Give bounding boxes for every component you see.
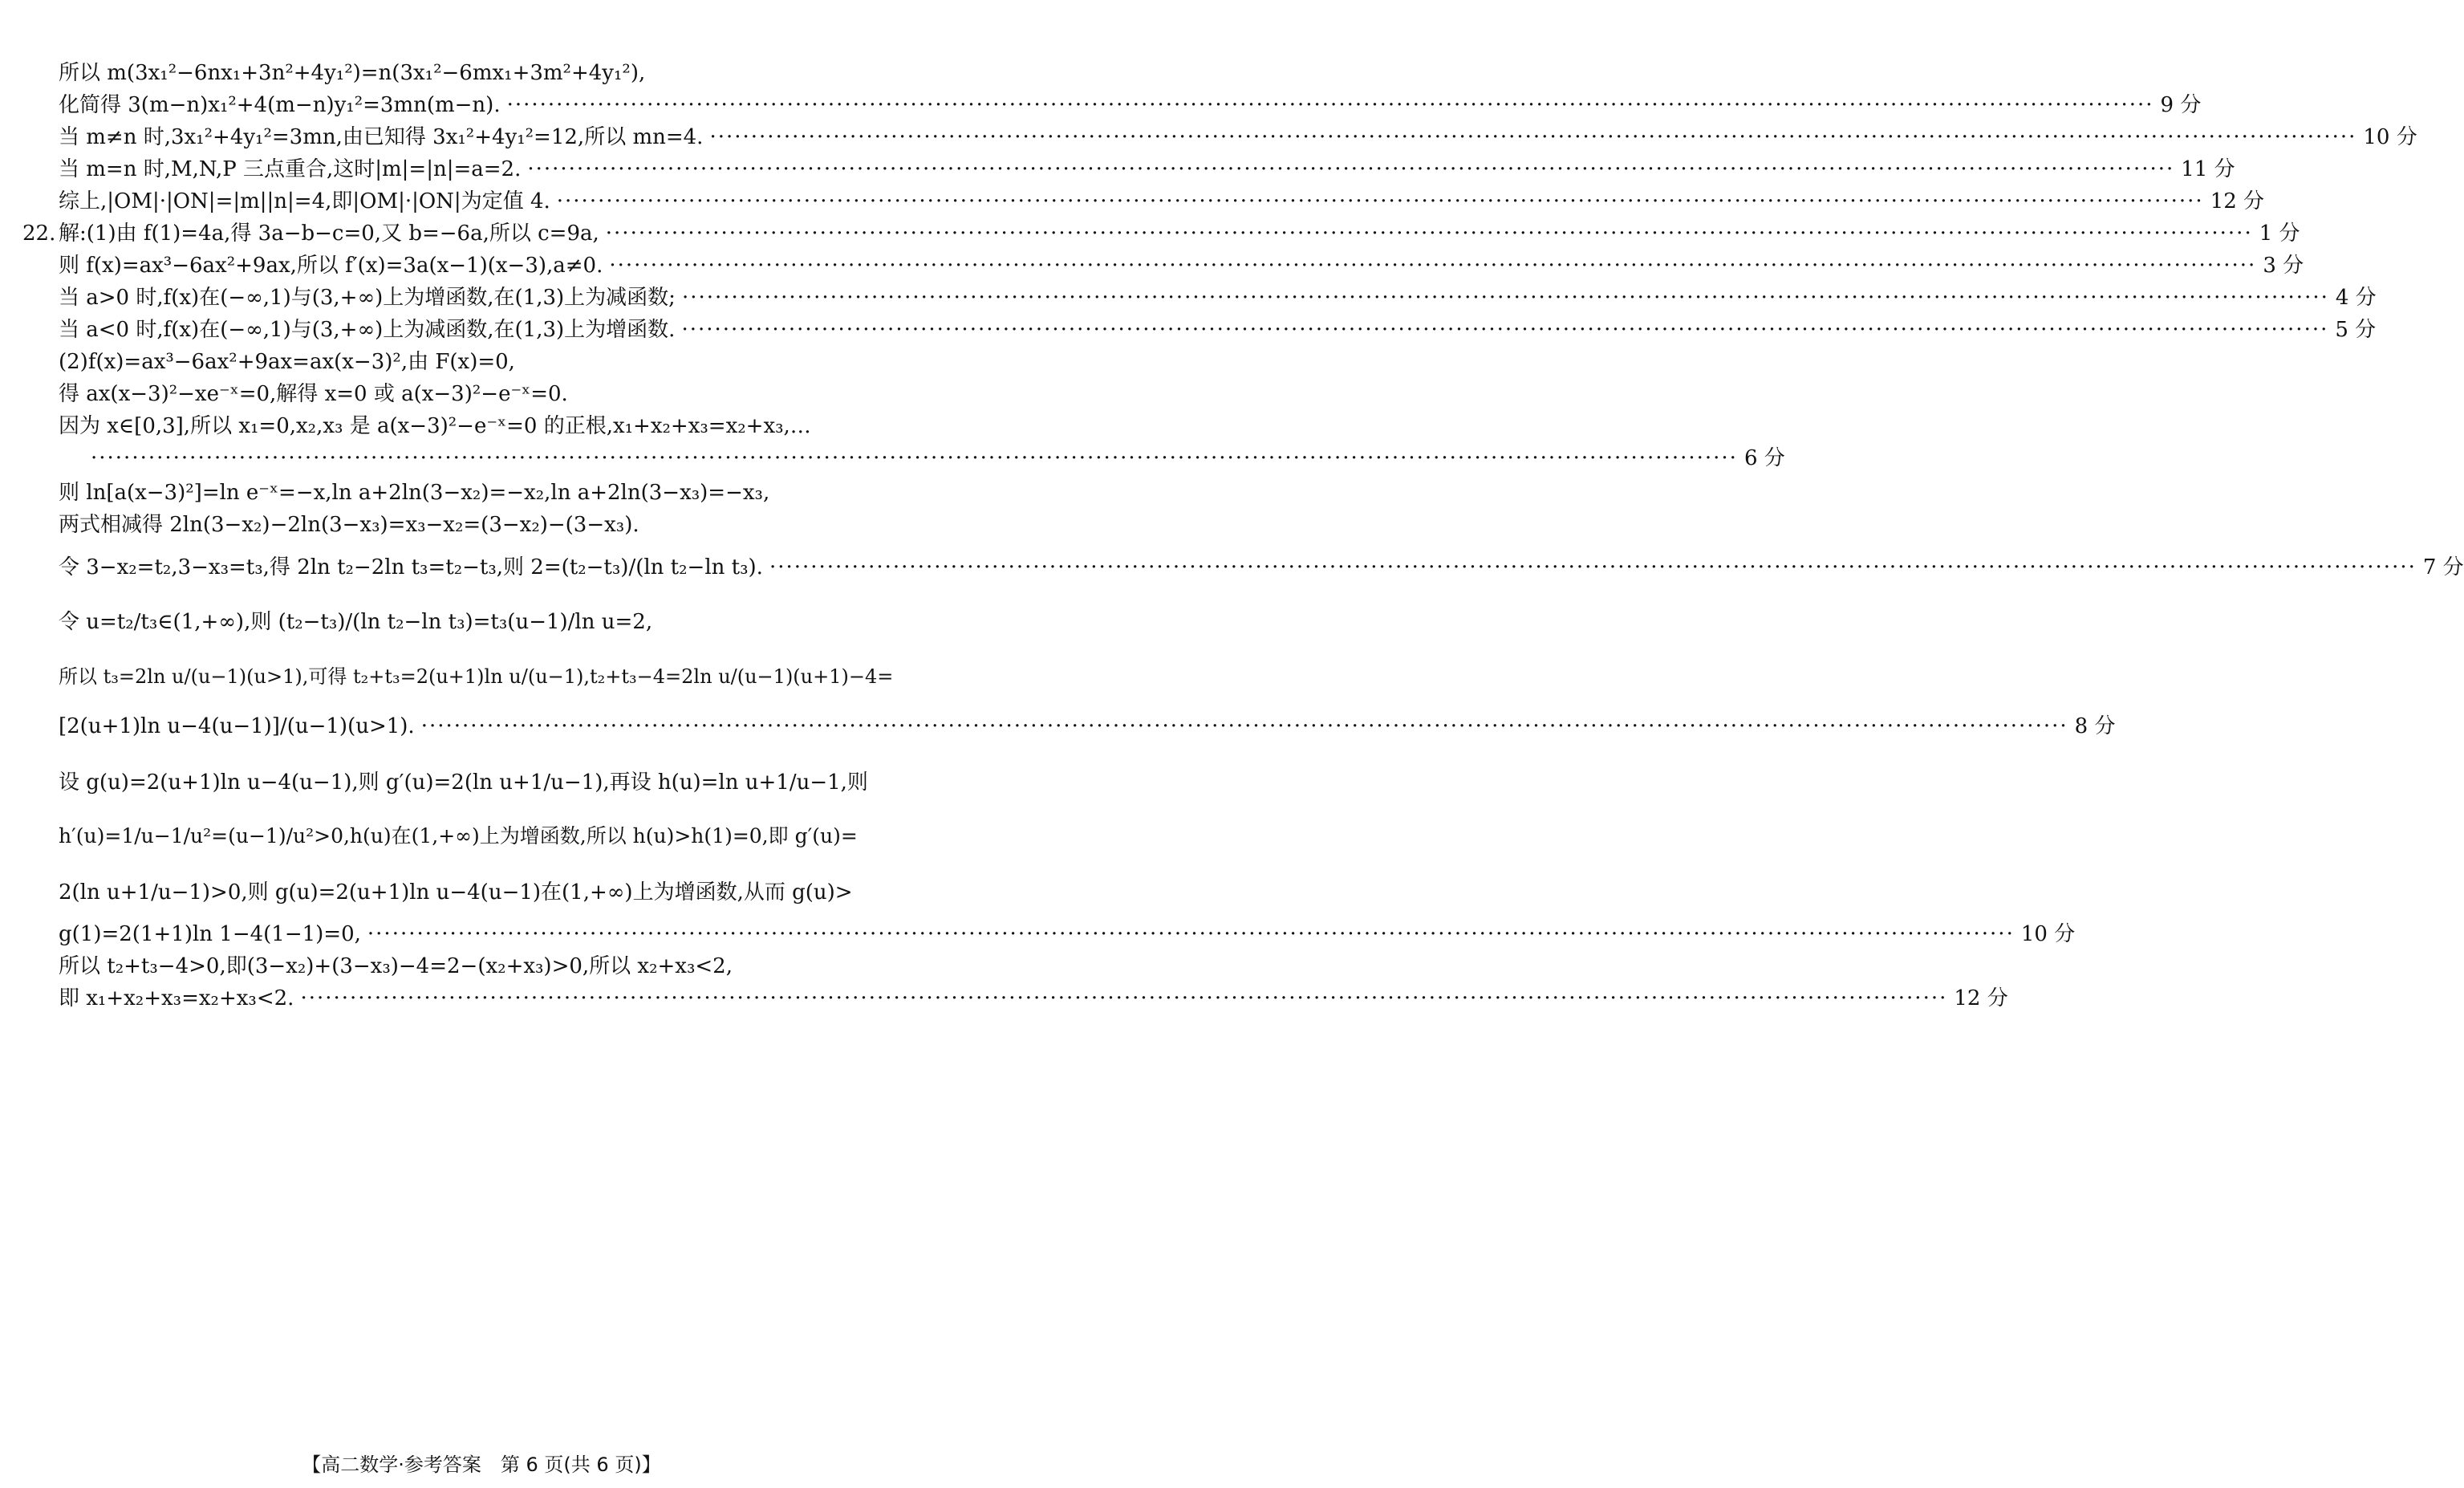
- line-text: 令 u=t₂/t₃∈(1,+∞),则 (t₂−t₃)/(ln t₂−ln t₃)=t₃(u−1)/ln u=2,: [59, 610, 653, 634]
- dot-leader: ········································································································································································································: [769, 555, 2417, 579]
- page-footer: 【高二数学·参考答案 第 6 页(共 6 页)】: [302, 1453, 661, 1476]
- line-12: [59, 413, 932, 440]
- line-text: 设 g(u)=2(u+1)ln u−4(u−1),则 g′(u)=2(ln u+1/u−1),再设 h(u)=ln u+1/u−1,则: [59, 770, 868, 795]
- line-text: g(1)=2(1+1)ln 1−4(1−1)=0,: [59, 922, 361, 946]
- line-text: 当 a<0 时,f(x)在(−∞,1)与(3,+∞)上为减函数,在(1,3)上为增函数.: [59, 318, 676, 342]
- line-19: [59, 713, 2116, 740]
- line-text: 即 x₁+x₂+x₃=x₂+x₃<2.: [59, 986, 294, 1010]
- line-1: [59, 59, 932, 87]
- line-11: [59, 380, 932, 408]
- line-21: [59, 823, 932, 850]
- dot-leader: ········································································································································································································: [506, 93, 2154, 117]
- line-20: [59, 769, 932, 796]
- dot-leader: ········································································································································································································: [609, 254, 2257, 278]
- line-text: 则 f(x)=ax³−6ax²+9ax,所以 f′(x)=3a(x−1)(x−3),a≠0.: [59, 254, 603, 278]
- score-label: 10 分: [2020, 922, 2076, 946]
- dot-leader: ········································································································································································································: [91, 446, 1738, 470]
- line-15: [59, 511, 932, 539]
- line-7: [59, 252, 2304, 279]
- line-14: [59, 479, 932, 506]
- line-text: 得 ax(x−3)²−xe⁻ˣ=0,解得 x=0 或 a(x−3)²−e⁻ˣ=0.: [59, 382, 568, 406]
- line-3: [59, 124, 2417, 151]
- line-text: 所以 t₃=2ln u/(u−1)(u>1),可得 t₂+t₃=2(u+1)ln u/(u−1),t₂+t₃−4=2ln u/(u−1)(u+1)−4=: [59, 665, 894, 688]
- dot-leader: ········································································································································································································: [605, 222, 2253, 246]
- score-label: 7 分: [2422, 555, 2464, 579]
- score-label: 10 分: [2363, 125, 2417, 149]
- dot-leader: ········································································································································································································: [556, 189, 2204, 213]
- line-text: (2)f(x)=ax³−6ax²+9ax=ax(x−3)²,由 F(x)=0,: [59, 350, 515, 374]
- score-label: 8 分: [2074, 714, 2116, 738]
- dot-leader: ········································································································································································································: [300, 986, 1948, 1010]
- dot-leader: ········································································································································································································: [681, 318, 2329, 342]
- line-13: [59, 445, 1785, 472]
- dot-leader: ········································································································································································································: [527, 157, 2175, 181]
- score-label: 9 分: [2160, 93, 2202, 117]
- line-18: [59, 663, 932, 690]
- line-text: 所以 t₂+t₃−4>0,即(3−x₂)+(3−x₃)−4=2−(x₂+x₃)>0,所以 x₂+x₃<2,: [59, 954, 733, 978]
- line-text: [2(u+1)ln u−4(u−1)]/(u−1)(u>1).: [59, 714, 415, 738]
- dot-leader: ········································································································································································································: [367, 922, 2015, 946]
- score-label: 12 分: [2210, 189, 2265, 213]
- line-16: [59, 554, 2464, 581]
- line-6: [22, 220, 2300, 247]
- line-text: 则 ln[a(x−3)²]=ln e⁻ˣ=−x,ln a+2ln(3−x₂)=−x₂,ln a+2ln(3−x₃)=−x₃,: [59, 481, 770, 505]
- score-label: 6 分: [1743, 446, 1785, 470]
- line-text: 因为 x∈[0,3],所以 x₁=0,x₂,x₃ 是 a(x−3)²−e⁻ˣ=0 的正根,x₁+x₂+x₃=x₂+x₃,…: [59, 414, 811, 438]
- score-label: 3 分: [2263, 254, 2304, 278]
- score-label: 5 分: [2335, 318, 2377, 342]
- line-text: 两式相减得 2ln(3−x₂)−2ln(3−x₃)=x₃−x₂=(3−x₂)−(3−x₃).: [59, 513, 639, 537]
- line-23: [59, 921, 2076, 948]
- line-text: 当 m=n 时,M,N,P 三点重合,这时|m|=|n|=a=2.: [59, 157, 522, 181]
- line-22: [59, 879, 932, 906]
- line-10: [59, 348, 932, 376]
- score-label: 12 分: [1954, 986, 2008, 1010]
- line-25: [59, 985, 2008, 1012]
- line-text: h′(u)=1/u−1/u²=(u−1)/u²>0,h(u)在(1,+∞)上为增函数,所以 h(u)>h(1)=0,即 g′(u)=: [59, 824, 858, 848]
- dot-leader: ········································································································································································································: [420, 714, 2068, 738]
- line-text: 综上,|OM|·|ON|=|m||n|=4,即|OM|·|ON|为定值 4.: [59, 189, 550, 213]
- line-text: 2(ln u+1/u−1)>0,则 g(u)=2(u+1)ln u−4(u−1)在(1,+∞)上为增函数,从而 g(u)>: [59, 880, 853, 905]
- score-label: 4 分: [2335, 286, 2377, 310]
- dot-leader: ········································································································································································································: [709, 125, 2357, 149]
- line-2: [59, 91, 2202, 119]
- line-text: 当 m≠n 时,3x₁²+4y₁²=3mn,由已知得 3x₁²+4y₁²=12,所以 mn=4.: [59, 125, 704, 149]
- line-5: [59, 188, 2265, 215]
- line-4: [59, 156, 2235, 183]
- line-24: [59, 953, 932, 980]
- line-9: [59, 316, 2377, 344]
- problem-number: 22.: [22, 222, 56, 246]
- score-label: 11 分: [2181, 157, 2235, 181]
- line-17: [59, 608, 932, 636]
- line-8: [59, 284, 2377, 311]
- line-text: 解:(1)由 f(1)=4a,得 3a−b−c=0,又 b=−6a,所以 c=9a,: [59, 222, 599, 246]
- line-text: 当 a>0 时,f(x)在(−∞,1)与(3,+∞)上为增函数,在(1,3)上为减函数;: [59, 286, 676, 310]
- score-label: 1 分: [2259, 222, 2300, 246]
- line-text: 令 3−x₂=t₂,3−x₃=t₃,得 2ln t₂−2ln t₃=t₂−t₃,则 2=(t₂−t₃)/(ln t₂−ln t₃).: [59, 555, 763, 579]
- line-text: 所以 m(3x₁²−6nx₁+3n²+4y₁²)=n(3x₁²−6mx₁+3m²+4y₁²),: [59, 61, 646, 85]
- dot-leader: ········································································································································································································: [681, 286, 2329, 310]
- line-text: 化简得 3(m−n)x₁²+4(m−n)y₁²=3mn(m−n).: [59, 93, 501, 117]
